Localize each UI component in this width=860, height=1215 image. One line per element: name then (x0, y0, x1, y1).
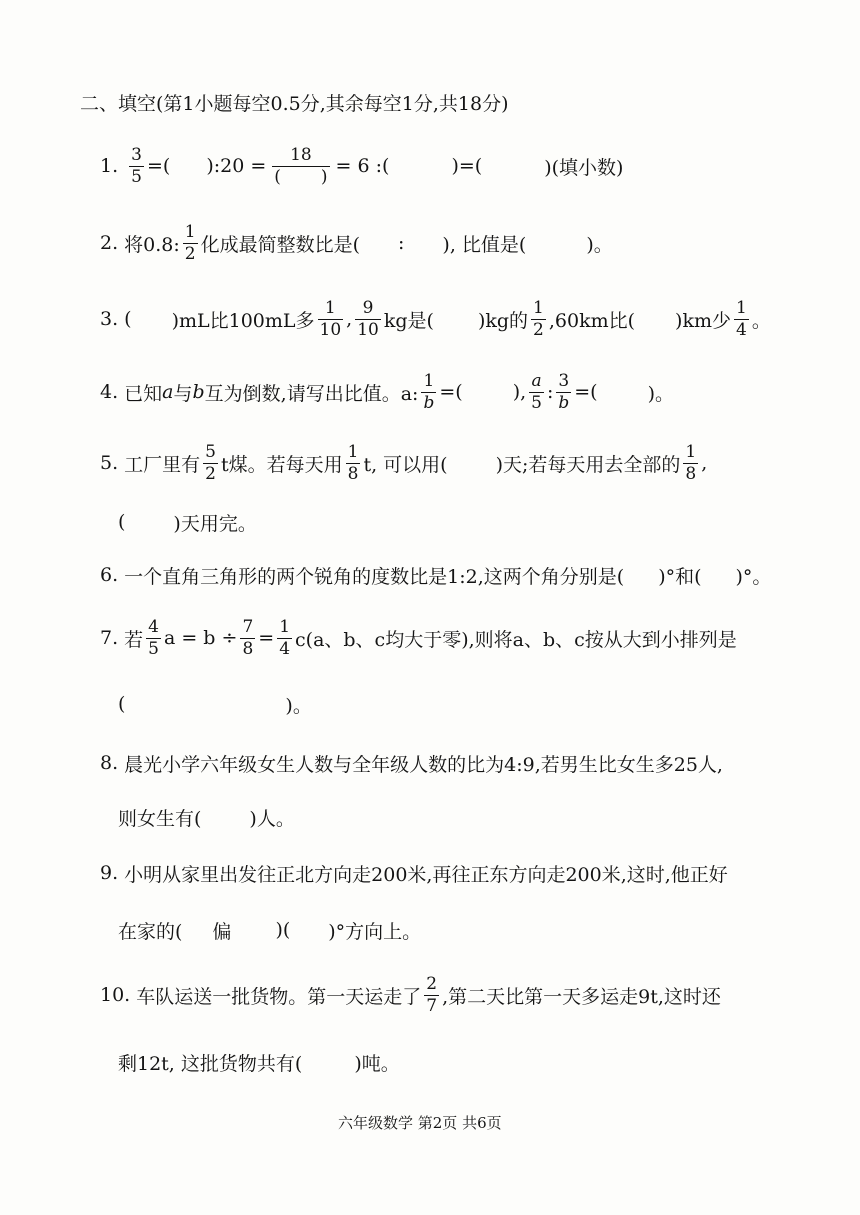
question-8-line-2 (118, 797, 295, 837)
q-text: 若 (124, 628, 144, 651)
question-number: 8. (100, 752, 119, 774)
fraction: $\frac{1}{4}$ (735, 297, 747, 340)
q-text: )吨。 (354, 1052, 400, 1075)
fraction: $\frac{2}{7}$ (426, 973, 438, 1016)
q-text: )(填小数) (544, 156, 624, 179)
question-7-line-2 (118, 684, 312, 724)
variable-b: b (192, 381, 205, 403)
section-title-text: 二、填空(第1小题每空0.5分,其余每空1分,共18分) (80, 92, 509, 115)
footer-text: 六年级数学 第2页 共6页 (338, 1114, 502, 1132)
q-text: = (258, 627, 275, 649)
q-text: , (346, 308, 353, 330)
q-text: )天;若每天用去全部的 (495, 453, 681, 476)
q-text: 剩12t, 这批货物共有( (118, 1052, 303, 1075)
question-7 (100, 618, 737, 658)
q-text: )mL比100mL多 (171, 309, 315, 332)
question-8 (100, 743, 723, 783)
q-text: t煤。若每天用 (220, 453, 343, 476)
fraction: 18 ( ) (274, 144, 328, 187)
q-text: =( (146, 155, 171, 177)
question-number: 3. (100, 308, 119, 330)
q-text: ):20 = (206, 155, 267, 177)
question-number: 9. (100, 862, 119, 884)
fraction: $\frac{1}{2}$ (184, 221, 196, 264)
q-text: ), 比值是( (442, 233, 527, 256)
question-5 (100, 443, 707, 483)
q-text: : (398, 232, 405, 254)
q-text: 互为倒数,请写出比值。a: (204, 382, 419, 405)
q-text: 一个直角三角形的两个锐角的度数比是1:2,这两个角分别是( (124, 565, 625, 588)
q-text: ( (124, 308, 132, 330)
question-number: 5. (100, 452, 119, 474)
q-text: ( (118, 693, 126, 715)
page-footer (338, 1112, 502, 1133)
question-4 (100, 372, 674, 412)
question-2 (100, 223, 613, 263)
question-10-line-2 (118, 1042, 400, 1082)
fraction: $\frac{a}{5}$ (531, 370, 542, 413)
q-text: 将0.8: (124, 233, 180, 256)
q-text: )天用完。 (173, 512, 257, 535)
q-text: c(a、b、c均大于零),则将a、b、c按从大到小排列是 (295, 628, 737, 651)
q-text: ,第二天比第一天多运走9t,这时还 (442, 985, 721, 1008)
fraction: $\frac{3}{5}$ (131, 144, 142, 187)
fraction: $\frac{1}{8}$ (685, 441, 697, 484)
q-text: )人。 (249, 807, 295, 830)
fraction: $\frac{1}{8}$ (347, 441, 359, 484)
question-3 (100, 299, 771, 339)
q-text: )。 (586, 233, 613, 256)
q-text: kg是( (383, 309, 434, 332)
question-5-line-2 (118, 502, 257, 542)
question-9-line-2 (118, 910, 421, 950)
q-text: )°方向上。 (328, 920, 422, 943)
q-text: )°。 (735, 565, 772, 588)
question-number: 4. (100, 381, 119, 403)
question-number: 1. (100, 155, 119, 177)
q-text: 则女生有( (118, 807, 202, 830)
fraction: $\frac{3}{b}$ (558, 370, 570, 413)
q-text: )km少 (675, 309, 731, 332)
question-number: 6. (100, 564, 119, 586)
fraction: $\frac{9}{10}$ (357, 297, 379, 340)
q-text: =( (439, 381, 463, 403)
q-text: 化成最简整数比是( (200, 233, 361, 256)
q-text: )。 (647, 382, 675, 405)
variable-a: a (162, 381, 174, 403)
q-text: , (701, 452, 708, 474)
fraction: $\frac{1}{10}$ (319, 297, 342, 340)
question-9 (100, 853, 728, 893)
q-text: ,60km比( (548, 309, 636, 332)
q-text: )( (275, 919, 291, 941)
fraction: $\frac{4}{5}$ (148, 616, 159, 659)
fraction: $\frac{7}{8}$ (242, 616, 254, 659)
q-text: 。 (751, 309, 771, 332)
q-text: 已知 (124, 382, 163, 405)
q-text: 小明从家里出发往正北方向走200米,再往正东方向走200米,这时,他正好 (124, 863, 728, 886)
question-1 (100, 146, 623, 186)
q-text: t, 可以用( (363, 453, 448, 476)
q-text: 与 (173, 382, 193, 405)
q-text: )kg的 (477, 309, 529, 332)
section-title (80, 82, 508, 122)
q-text: )=( (451, 155, 483, 177)
q-text: 偏 (212, 920, 232, 943)
question-number: 10. (100, 984, 131, 1006)
q-text: a = b ÷ (163, 627, 238, 649)
q-text: ), (512, 381, 527, 403)
fraction: $\frac{1}{b}$ (423, 370, 435, 413)
answer-blank[interactable] (281, 169, 321, 186)
q-text: 在家的( (118, 920, 183, 943)
q-text: ( (118, 511, 126, 533)
fraction: $\frac{5}{2}$ (205, 441, 216, 484)
fraction: $\frac{1}{4}$ (279, 616, 291, 659)
fraction: $\frac{1}{2}$ (533, 297, 544, 340)
question-10 (100, 975, 721, 1015)
q-text: =( (574, 381, 598, 403)
q-text: )°和( (658, 565, 702, 588)
question-6 (100, 555, 771, 595)
q-text: : (546, 381, 554, 403)
q-text: 晨光小学六年级女生人数与全年级人数的比为4:9,若男生比女生多25人, (124, 753, 723, 776)
q-text: 工厂里有 (124, 453, 201, 476)
q-text: 车队运送一批货物。第一天运走了 (136, 985, 422, 1008)
question-number: 2. (100, 232, 119, 254)
question-number: 7. (100, 627, 119, 649)
q-text: = 6 :( (335, 155, 390, 177)
q-text: )。 (285, 694, 312, 717)
